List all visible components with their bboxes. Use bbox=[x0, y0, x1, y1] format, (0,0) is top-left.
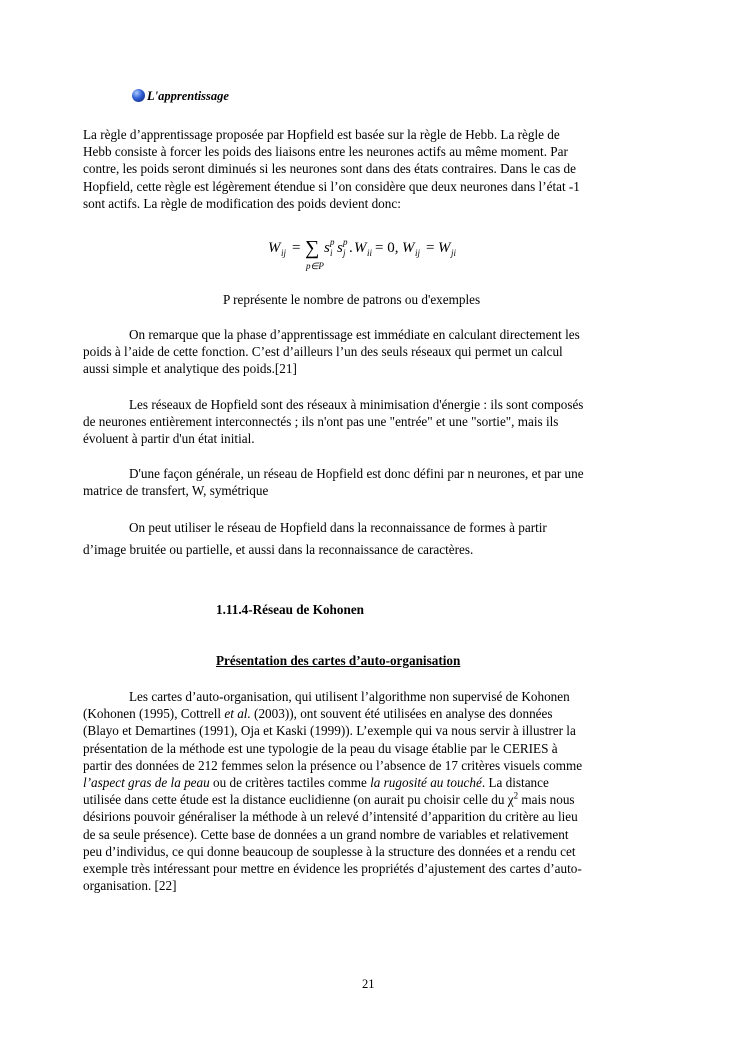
text-line: de sa seule présence). Cette base de données a un grand nombre de variables et relativement bbox=[83, 826, 569, 842]
text-line: présentation de la méthode est une typologie de la peau du visage établie par le CERIES à bbox=[83, 740, 558, 756]
intro-paragraph bbox=[83, 126, 655, 212]
text-line: poids à l’aide de cette fonction. C’est d’ailleurs l’un des seuls réseaux qui permet un calcul bbox=[83, 344, 563, 360]
svg-text:i: i bbox=[330, 248, 333, 258]
svg-text:ij: ij bbox=[281, 248, 287, 258]
superscript: 2 bbox=[513, 790, 519, 801]
text-line: On remarque que la phase d’apprentissage est immédiate en calculant directement les bbox=[129, 327, 580, 342]
text-line: de neurones entièrement interconnectés ; ils n'ont pas une "entrée" et une "sortie", mais ils bbox=[83, 414, 559, 430]
svg-text:p: p bbox=[330, 237, 335, 247]
svg-text:=: = bbox=[292, 240, 301, 256]
text-line: Hebb consiste à forcer les poids des liaisons entre les neurones actifs au même moment. Par bbox=[83, 144, 568, 160]
text-line: d’image bruitée ou partielle, et aussi dans la reconnaissance de caractères. bbox=[83, 542, 474, 557]
italic-text: la rugosité au touché bbox=[370, 775, 482, 791]
text-line: organisation. [22] bbox=[83, 878, 177, 894]
svg-text:p∈P: p∈P bbox=[306, 261, 324, 271]
heading-text: L'apprentissage bbox=[147, 89, 229, 103]
text-run: (2003)), ont souvent été utilisées en analyse des données bbox=[250, 706, 553, 722]
text-line: contre, les poids seront diminués si les neurones sont dans des états contraires. Dans le cas de bbox=[83, 161, 576, 177]
text-run: mais nous bbox=[518, 792, 575, 808]
text-line: peu d’individus, ce qui donne beaucoup de souplesse à la structure des données et a rendu cet bbox=[83, 843, 576, 859]
svg-text:.: . bbox=[349, 240, 353, 256]
text-line: Les cartes d’auto-organisation, qui utilisent l’algorithme non supervisé de Kohonen bbox=[129, 689, 570, 704]
svg-text:W: W bbox=[402, 240, 415, 256]
formula-caption: P représente le nombre de patrons ou d'exemples bbox=[223, 292, 481, 307]
section-title-kohonen: 1.11.4-Réseau de Kohonen bbox=[216, 602, 365, 617]
text-line: exemple très intéressant pour mettre en évidence les propriétés d’ajustement des cartes d’auto- bbox=[83, 861, 582, 877]
text-line: partir des données de 212 femmes selon la présence ou l’absence de 17 critères visuels comme bbox=[83, 757, 583, 773]
paragraph-immediate-learning bbox=[83, 326, 655, 378]
text-line: désirions pouvoir généraliser la méthode à un relevé d’intensité d’apparition du critère au lieu bbox=[83, 809, 578, 825]
sphere-bullet-icon bbox=[132, 89, 145, 102]
svg-text:s: s bbox=[324, 240, 330, 256]
text-line: matrice de transfert, W, symétrique bbox=[83, 483, 269, 499]
svg-text:p: p bbox=[343, 237, 348, 247]
svg-text:W: W bbox=[268, 240, 281, 256]
paragraph-som-presentation bbox=[83, 688, 655, 894]
svg-text:= 0,: = 0, bbox=[375, 240, 399, 256]
svg-text:=: = bbox=[426, 240, 435, 256]
paragraph-energy-minimisation bbox=[83, 396, 655, 448]
text-line bbox=[83, 774, 655, 791]
text-run: . La distance bbox=[481, 775, 549, 791]
text-line: évoluent à partir d'un état initial. bbox=[83, 431, 255, 447]
text-line bbox=[83, 705, 655, 722]
svg-text:ji: ji bbox=[451, 248, 457, 258]
text-line: La règle d’apprentissage proposée par Hopfield est basée sur la règle de Hebb. La règle de bbox=[83, 127, 560, 142]
italic-text: l’aspect gras de la peau bbox=[83, 775, 210, 791]
text-line: Hopfield, cette règle est légèrement étendue si l’on considère que deux neurones dans l’état -1 bbox=[83, 178, 580, 194]
svg-text:ii: ii bbox=[367, 248, 373, 258]
svg-text:∑: ∑ bbox=[305, 237, 320, 259]
paragraph-applications bbox=[83, 517, 655, 561]
italic-text: et al. bbox=[224, 706, 251, 722]
text-run: ou de critères tactiles comme bbox=[209, 775, 371, 791]
svg-text:ij: ij bbox=[415, 248, 421, 258]
text-run: utilisée dans cette étude est la distance euclidienne (on aurait pu choisir celle du χ bbox=[83, 792, 514, 808]
text-line: (Blayo et Demartines (1991), Oja et Kaski (1999)). L’exemple qui va nous servir à illustrer la bbox=[83, 723, 576, 739]
svg-text:s: s bbox=[337, 240, 343, 256]
section-heading-apprentissage bbox=[132, 89, 229, 104]
text-line bbox=[83, 791, 655, 808]
svg-text:W: W bbox=[354, 240, 367, 256]
text-line: aussi simple et analytique des poids.[21] bbox=[83, 361, 297, 377]
hebb-formula bbox=[268, 232, 488, 272]
text-line: sont actifs. La règle de modification des poids devient donc: bbox=[83, 195, 401, 211]
subsection-title-som: Présentation des cartes d’auto-organisation bbox=[216, 653, 461, 668]
text-line: Les réseaux de Hopfield sont des réseaux à minimisation d'énergie : ils sont composés bbox=[129, 397, 584, 412]
text-line: On peut utiliser le réseau de Hopfield dans la reconnaissance de formes à partir bbox=[129, 520, 547, 535]
page-number: 21 bbox=[362, 977, 375, 991]
paragraph-definition bbox=[83, 465, 655, 499]
svg-text:j: j bbox=[343, 248, 346, 258]
text-line: D'une façon générale, un réseau de Hopfield est donc défini par n neurones, et par une bbox=[129, 466, 584, 481]
text-run: (Kohonen (1995), Cottrell bbox=[83, 706, 225, 722]
svg-text:W: W bbox=[438, 240, 451, 256]
